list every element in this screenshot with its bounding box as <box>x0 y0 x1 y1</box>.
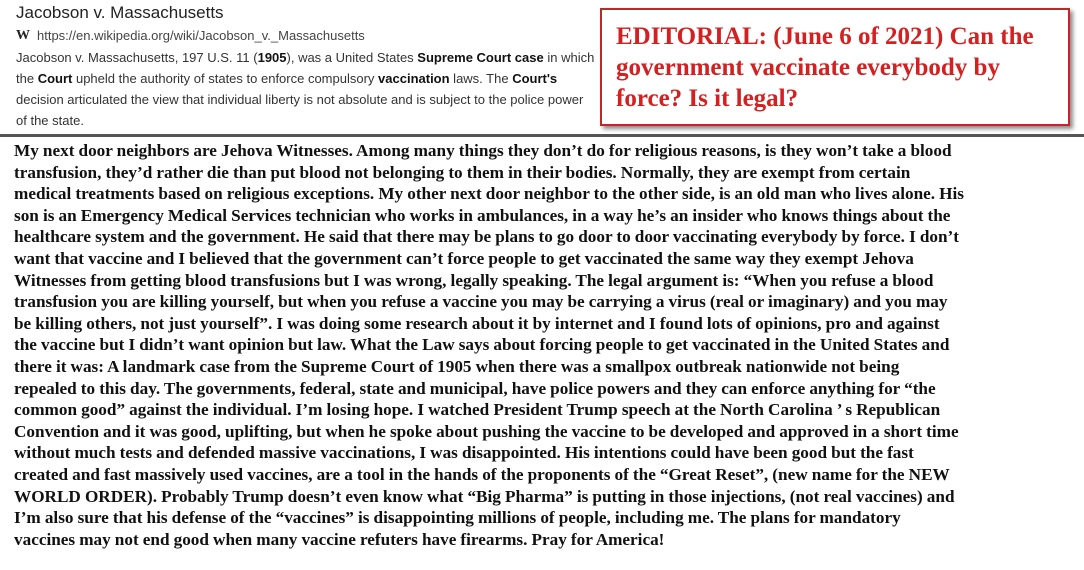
wiki-summary-text: in which the <box>16 50 595 86</box>
article-line: medical treatments based on religious exceptions. My other next door neighbor to the other side, is an old man who lives alone. His <box>14 184 964 204</box>
header <box>0 0 1084 134</box>
editorial-box <box>600 8 1070 126</box>
editorial-headline: EDITORIAL: (June 6 of 2021) Can the government vaccinate everybody by force? Is it legal? <box>616 23 1034 112</box>
article-line: common good” against the individual. I’m losing hope. I watched President Trump speech at the North Carolina ’ s Republican <box>14 400 941 420</box>
article-body <box>14 140 1078 550</box>
wiki-summary-text: upheld the authority of states to enforce compulsory <box>72 71 379 86</box>
wikipedia-icon: W <box>16 28 30 43</box>
article-line: transfusion, they’d rather die than put blood not belonging to them in their bodies. Normally, they are exempt from certain <box>14 162 911 182</box>
article-line: son is an Emergency Medical Services technician who works in ambulances, in a way he’s an insider who knows things about the <box>14 205 951 225</box>
wiki-url-row[interactable] <box>16 28 596 44</box>
article-line: healthcare system and the government. He said that there may be plans to go door to door vaccinating everybody by force. I don’t <box>14 227 960 247</box>
article-line: without much tests and defended massive vaccinations, I was disappointed. His intentions could have been good but the fast <box>14 443 914 463</box>
wiki-summary-bold: 1905 <box>257 50 287 65</box>
article-line: there it was: A landmark case from the Supreme Court of 1905 when there was a smallpox outbreak nationwide not being <box>14 356 900 376</box>
article-line: I’m also sure that his defense of the “vaccines” is disappointing millions of people, including me. The plans for mandatory <box>14 508 901 528</box>
article-line: Witnesses from getting blood transfusions but I was wrong, legally speaking. The legal argument is: “When you refuse a blood <box>14 270 934 290</box>
article-line: the vaccine but I didn’t want opinion but law. What the Law says about forcing people to get vaccinated in the United States and <box>14 335 950 355</box>
wiki-summary-bold: vaccination <box>378 71 450 86</box>
wiki-summary-text: Jacobson v. Massachusetts, 197 U.S. 11 ( <box>16 50 258 65</box>
article-line: created and fast massively used vaccines, are a tool in the hands of the proponents of the “Great Reset”, (new name for the NEW <box>14 464 950 484</box>
wiki-summary-bold: Court's <box>512 71 558 86</box>
wiki-summary-bold: Supreme Court case <box>417 50 544 65</box>
article-line: My next door neighbors are Jehova Witnesses. Among many things they don’t do for religious reasons, is they won’t take a blood <box>14 141 952 160</box>
article-line: Convention and it was good, uplifting, but when he spoke about pushing the vaccine to be developed and approved in a short time <box>14 421 959 441</box>
wiki-summary-bold: Court <box>37 71 73 86</box>
article-line: vaccines may not end good when many vaccine refuters have firearms. Pray for America! <box>14 529 665 549</box>
article-line: WORLD ORDER). Probably Trump doesn’t even know what “Big Pharma” is putting in those injections, (not real vaccines) and <box>14 486 955 506</box>
divider <box>0 134 1084 137</box>
article-line: repealed to this day. The governments, federal, state and municipal, have police powers and they can enforce anything for “the <box>14 378 936 398</box>
article-line: want that vaccine and I believed that the government can’t force people to get vaccinated the same way they exempt Jehova <box>14 248 914 268</box>
article-line: transfusion you are killing yourself, but when you refuse a vaccine you may be carrying a virus (real or imaginary) and you may <box>14 292 948 312</box>
wiki-summary <box>16 47 596 131</box>
wiki-summary-text: decision articulated the view that individual liberty is not absolute and is subject to the police power of the state. <box>16 92 584 128</box>
wiki-summary-text: ), was a United States <box>286 50 418 65</box>
wiki-summary-text: laws. The <box>449 71 513 86</box>
wiki-title[interactable]: Jacobson v. Massachusetts <box>16 3 224 22</box>
article-line: be killing others, not just yourself”. I was doing some research about it by internet and I found lots of opinions, pro and against <box>14 313 940 333</box>
wikipedia-snippet <box>16 2 596 131</box>
wiki-url[interactable]: https://en.wikipedia.org/wiki/Jacobson_v._Massachusetts <box>37 28 365 43</box>
